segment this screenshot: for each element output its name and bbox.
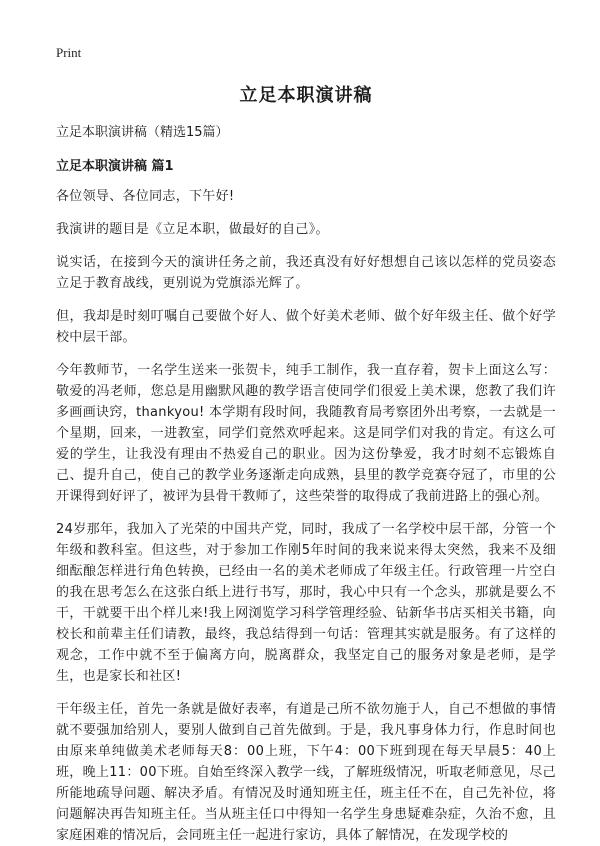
paragraph-topic: 我演讲的题目是《立足本职，做最好的自己》。	[56, 222, 329, 237]
paragraph-party-member: 24岁那年，我加入了光荣的中国共产党，同时，我成了一名学校中层干部，分管一个年级和教科室。但这些，对于参加工作刚5年时间的我来说来得太突然，我来不及细细酝酿怎样进行角色转换，已经由一名的美术老师成了年级主任。行政管理一片空白的我在思考怎么在这张白纸上进行书写，那时，我心中只有一个念头，那就是要么不干，干就要干出个样儿来!我上网浏览学习科学管理经验、钻新华书店买相关书籍，向校长和前辈主任们请教，最终，我总结得到一句话：管理其实就是服务。有了这样的观念，工作中就不至于偏离方向，脱离群众，我坚定自己的服务对象是老师，是学生，也是家长和社区!	[56, 522, 556, 684]
paragraph-greeting: 各位领导、各位同志，下午好!	[56, 189, 235, 204]
paragraph-resolve: 但，我却是时刻叮嘱自己要做个好人、做个好美术老师、做个好年级主任、做个好学校中层干部。	[56, 309, 556, 345]
paragraph-intro: 说实话，在接到今天的演讲任务之前，我还真没有好好想想自己该以怎样的党员姿态立足于教育战线，更别说为党旗添光辉了。	[56, 255, 556, 291]
paragraph-grade-director: 干年级主任，首先一条就是做好表率，有道是己所不欲勿施于人，自己不想做的事情就不要强加给别人，要别人做到自己首先做到。于是，我凡事身体力行，作息时间也由原来单纯做美术老师每天8：00上班，下午4：00下班到现在每天早晨5：40上班，晚上11：00下班。自始至终深入教学一线，了解班级情况，听取老师意见，尽己所能地疏导问题、解决矛盾。有情况及时通知班主任，班主任不在，自己先补位，将问题解决再告知班主任。当从班主任口中得知一名学生身患疑难杂症，久治不愈，且家庭困难的情况后，会同班主任一起进行家访，具体了解情况，在发现学校的	[56, 702, 556, 843]
section-heading: 立足本职演讲稿 篇1	[56, 159, 174, 174]
document-subtitle: 立足本职演讲稿（精选15篇）	[56, 125, 229, 140]
paragraph-teachers-day: 今年教师节，一名学生送来一张贺卡，纯手工制作，我一直存着，贺卡上面这么写：敬爱的冯老师，您总是用幽默风趣的教学语言使同学们很爱上美术课，您教了我们许多画画诀窍，thankyou! 本学期有段时间，我随教育局考察团外出考察，一去就是一个星期，回来，一进教室，同学们竟然欢呼起来。这是同学们对我的肯定。有这么可爱的学生，让我没有理由不热爱自己的职业。因为这份挚爱，我才时刻不忘锻炼自己、提升自己，使自己的教学业务逐渐走向成熟，县里的教学竞赛夺冠了，市里的公开课得到好评了，被评为县骨干教师了，这些荣誉的取得成了我前进路上的强心剂。	[56, 363, 556, 504]
print-link[interactable]: Print	[56, 45, 82, 60]
page-title: 立足本职演讲稿	[239, 85, 373, 106]
